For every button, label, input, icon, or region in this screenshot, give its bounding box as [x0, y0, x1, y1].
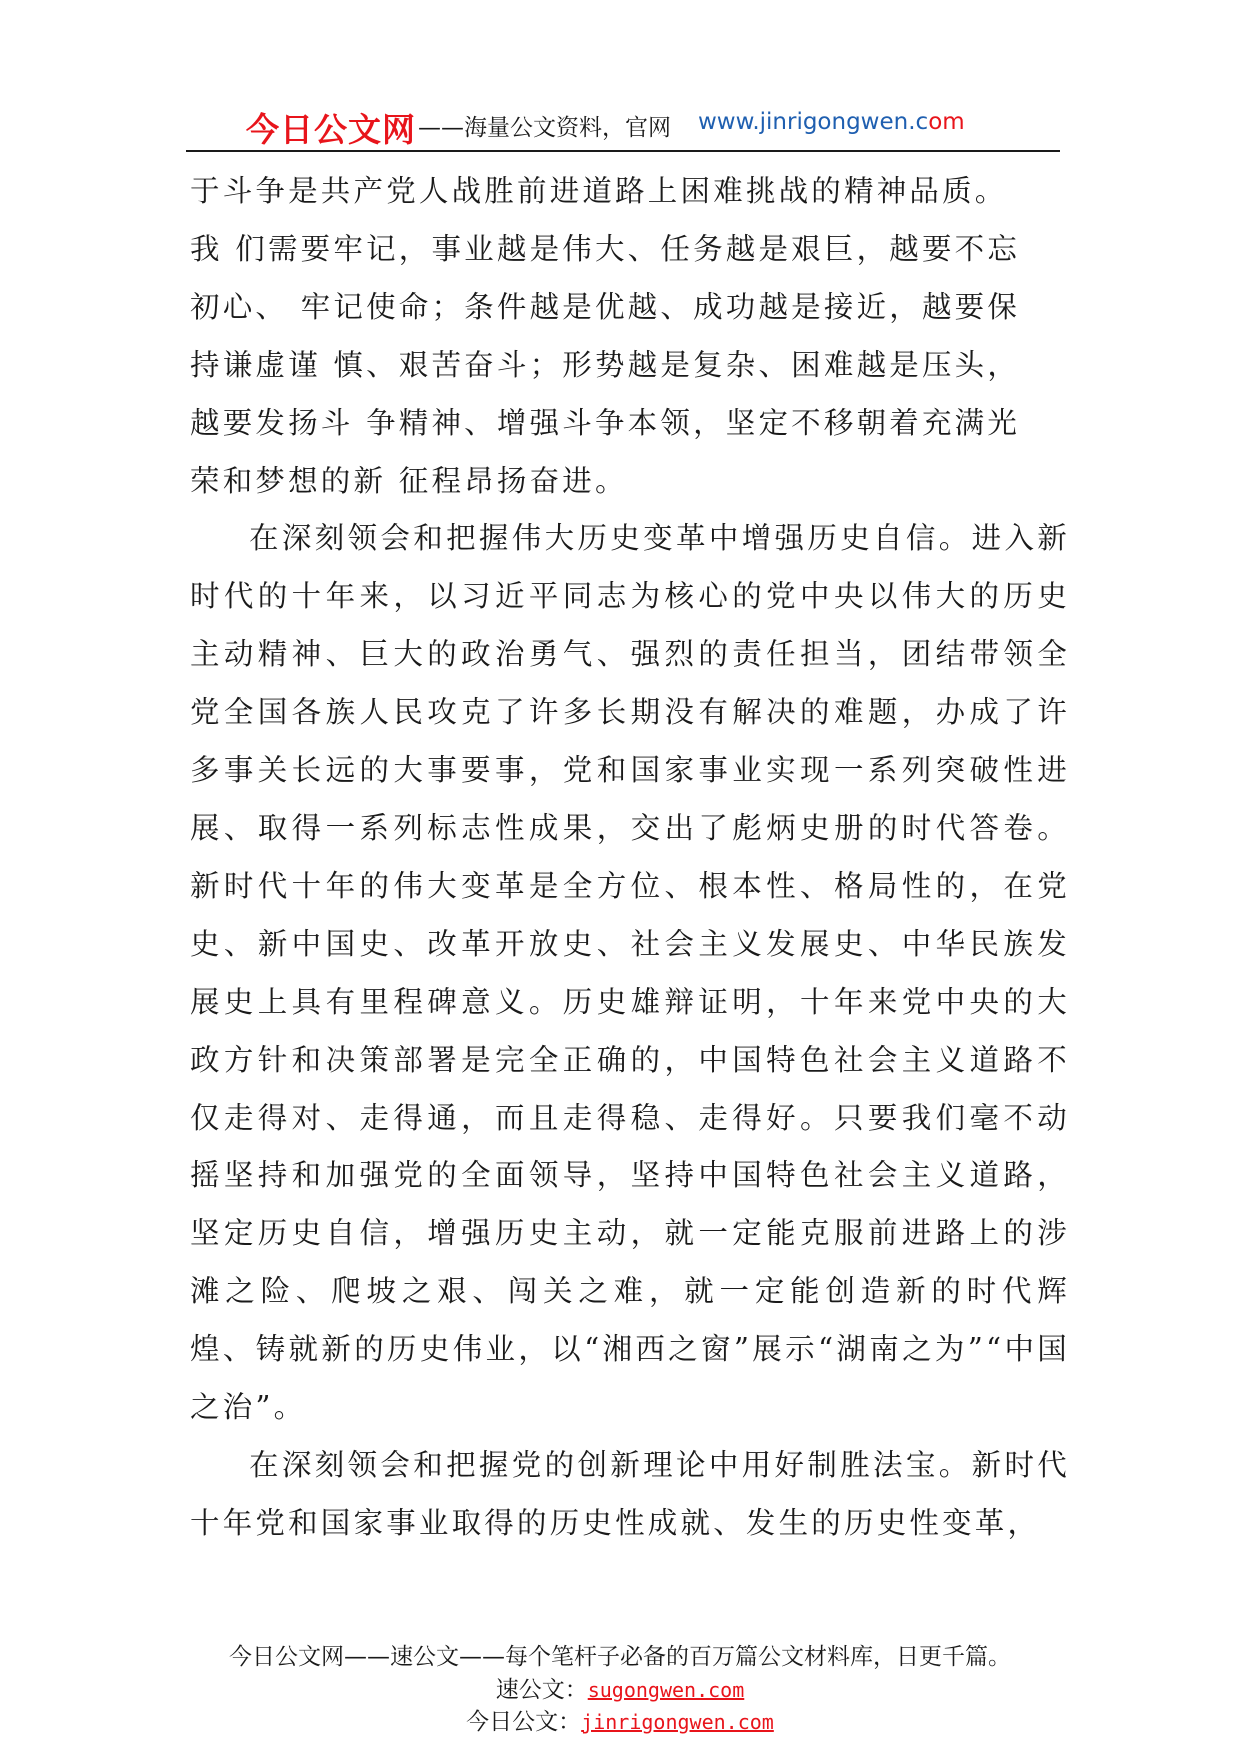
- page-header: [186, 104, 1060, 148]
- paragraph-1-line: 越要发扬斗 争精神、增强斗争本领，坚定不移朝着充满光: [190, 405, 1021, 440]
- footer-link-sugongwen[interactable]: sugongwen.com: [587, 1678, 745, 1702]
- footer-slogan: 今日公文网——速公文——每个笔杆子必备的百万篇公文材料库，日更千篇。: [229, 1644, 1011, 1670]
- paragraph-1: [190, 163, 1070, 510]
- header-brand: 今日公文网: [246, 110, 416, 149]
- paragraph-1-line: 荣和梦想的新 征程昂扬奋进。: [190, 463, 628, 498]
- header-divider: [186, 150, 1060, 152]
- footer-row-jinrigongwen: [0, 1706, 1240, 1738]
- footer-link-jinrigongwen[interactable]: jinrigongwen.com: [581, 1710, 774, 1734]
- paragraph-1-line: 于斗争是共产党人战胜前进道路上困难挑战的精神品质。: [190, 174, 1008, 208]
- header-site-suffix: om: [928, 109, 965, 135]
- page-footer: [0, 1640, 1240, 1738]
- paragraph-2: 在深刻领会和把握伟大历史变革中增强历史自信。进入新时代的十年来，以习近平同志为核心的党中央以伟大的历史主动精神、巨大的政治勇气、强烈的责任担当，团结带领全党全国各族人民攻克了许多长期没有解决的难题，办成了许多事关长远的大事要事，党和国家事业实现一系列突破性进展、取得一系列标志性成果，交出了彪炳史册的时代答卷。新时代十年的伟大变革是全方位、根本性、格局性的，在党史、新中国史、改革开放史、社会主义发展史、中华民族发展史上具有里程碑意义。历史雄辩证明，十年来党中央的大政方针和决策部署是完全正确的，中国特色社会主义道路不仅走得对、走得通，而且走得稳、走得好。只要我们毫不动摇坚持和加强党的全面领导，坚持中国特色社会主义道路，坚定历史自信，增强历史主动，就一定能克服前进路上的涉滩之险、爬坡之艰、闯关之难，就一定能创造新的时代辉煌、铸就新的历史伟业，以“湘西之窗”展示“湖南之为”“中国之治”。: [190, 521, 1070, 1425]
- paragraph-1-line: 持谦虚谨 慎、艰苦奋斗；形势越是复杂、困难越是压头，: [190, 347, 1021, 382]
- header-tagline: ——海量公文资料，官网: [418, 115, 671, 141]
- footer-label-sugongwen: 速公文：: [495, 1677, 588, 1703]
- paragraph-3: 在深刻领会和把握党的创新理论中用好制胜法宝。新时代十年党和国家事业取得的历史性成就、发生的历史性变革，: [190, 1447, 1070, 1540]
- paragraph-1-line: 我 们需要牢记，事业越是伟大、任务越是艰巨，越要不忘: [190, 231, 1021, 266]
- footer-row-sugongwen: [0, 1674, 1240, 1706]
- header-site-link[interactable]: [698, 109, 965, 135]
- header-site-main: www.jinrigongwen.c: [698, 109, 929, 135]
- document-body: [190, 163, 1070, 1553]
- paragraph-1-line: 初心、 牢记使命；条件越是优越、成功越是接近，越要保: [190, 289, 1021, 324]
- footer-label-jinrigongwen: 今日公文：: [466, 1709, 582, 1735]
